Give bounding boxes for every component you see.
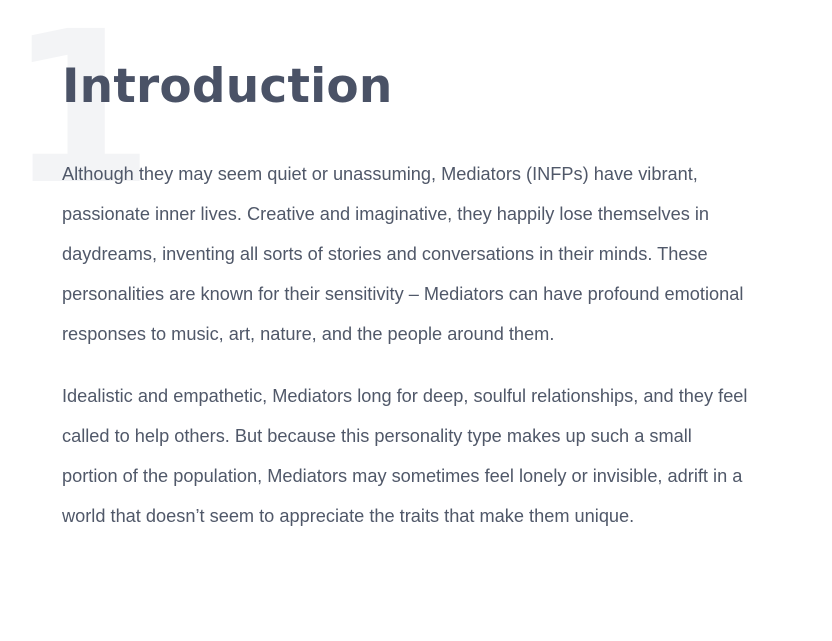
section-number-watermark: 1 (8, 0, 155, 231)
section-title: Introduction (62, 59, 393, 114)
paragraph: Although they may seem quiet or unassuming, Mediators (INFPs) have vibrant, passionate inner lives. Creative and imaginative, they happily lose themselves in daydreams, inventing all sorts of stories and conversations in their minds. These personalities are known for their sensitivity – Mediators can have profound emotional responses to music, art, nature, and the people around them. (62, 164, 744, 344)
section-body (62, 154, 752, 558)
paragraph: Idealistic and empathetic, Mediators long for deep, soulful relationships, and they feel called to help others. But because this personality type makes up such a small portion of the population, Mediators may sometimes feel lonely or invisible, adrift in a world that doesn’t seem to appreciate the traits that make them unique. (62, 386, 748, 526)
